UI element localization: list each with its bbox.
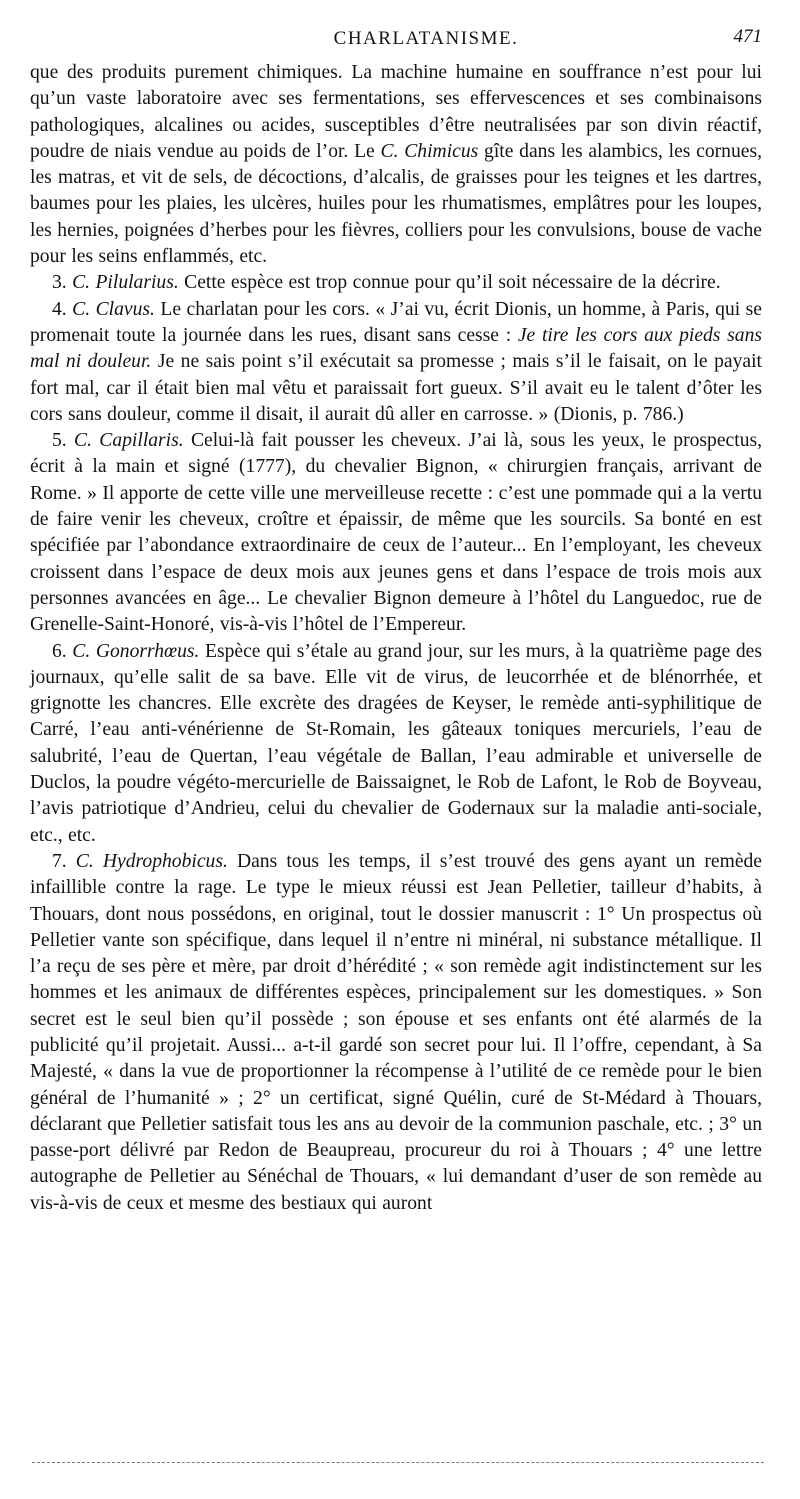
italic-term: C. Hydrophobicus.: [75, 850, 228, 872]
text-run: 6.: [52, 640, 73, 662]
text-run: 3.: [52, 272, 73, 294]
text-run: 7.: [52, 850, 76, 872]
text-run: gîte dans les alambics, les cornues, les matras, et vit de sels, de décoctions, d’alcalis, de graisses pour les teignes et les dartres, baumes pour les plaies, les ulcères, huiles pour les rhumatismes, emplâtres pour les loupes, les hernies, poignées d’herbes pour les fièvres, colliers pour les convulsions, bouse de vache pour les seins enflammés, etc.: [30, 140, 762, 268]
page-bottom-rule: [32, 1462, 764, 1463]
paragraph-chimicus: [30, 60, 762, 270]
text-run: 5.: [52, 430, 74, 452]
text-run: Je ne sais point s’il exécutait sa promesse ; mais s’il le faisait, on le payait fort mal, car il était bien mal vêtu et paraissait fort gueux. S’il avait eu le talent d’ôter les cors sans douleur, comme il disait, il aurait dû aller en carrosse. » (Dionis, p. 786.): [30, 351, 762, 425]
paragraph-clavus: [30, 297, 762, 428]
italic-term: C. Clavus.: [72, 298, 155, 320]
page-number: 471: [733, 26, 762, 47]
text-run: 4.: [52, 298, 73, 320]
paragraph-gonorrhoeus: [30, 639, 762, 849]
text-run: que des produits purement chimiques. La machine humaine en souffrance n’est pour lui qu’un vaste laboratoire avec ses fermentations, ses effervescences et ses combinaisons pathologiques, alcalines ou acides, susceptibles d’être neutralisées par son divin réactif, poudre de niais vendue au poids de l’or. Le: [30, 62, 762, 162]
paragraph-capillaris: [30, 428, 762, 638]
running-header: [30, 26, 762, 60]
body-text: [30, 60, 762, 1217]
running-title: CHARLATANISME.: [333, 28, 519, 49]
text-run: Cette espèce est trop connue pour qu’il soit nécessaire de la décrire.: [178, 272, 721, 294]
text-run: Dans tous les temps, il s’est trouvé des gens ayant un remède infaillible contre la rage. Le type le mieux réussi est Jean Pelletier, tailleur d’habits, à Thouars, dont nous possédons, en original, tout le dossier manuscrit : 1° Un prospectus où Pelletier vante son spécifique, dans lequel il n’entre ni minéral, ni substance métallique. Il l’a reçu de ses père et mère, par droit d’hérédité ; « son remède agit indistinctement sur les hommes et les animaux de différentes espèces, principalement sur les domestiques. » Son secret est le seul bien qu’il possède ; son épouse et ses enfants ont été alarmés de la publicité qu’il projetait. Aussi... a-t-il gardé son secret pour lui. Il l’offre, cependant, à Sa Majesté, « dans la vue de proportionner la récompense à l’utilité de ce remède pour le bien général de l’humanité » ; 2° un certificat, signé Quélin, curé de St-Médard à Thouars, déclarant que Pelletier satisfait tous les ans au devoir de la communion paschale, etc. ; 3° un passe-port délivré par Redon de Beaupreau, procureur du roi à Thouars ; 4° une lettre autographe de Pelletier au Sénéchal de Thouars, « lui demandant d’user de son remède au vis-à-vis de ceux et mesme des bestiaux qui auront: [30, 850, 763, 1214]
italic-term: C. Pilularius.: [72, 272, 179, 294]
document-page: [30, 26, 762, 1217]
text-run: Celui-là fait pousser les cheveux. J’ai là, sous les yeux, le prospectus, écrit à la main et signé (1777), du chevalier Bignon, « chirurgien français, arrivant de Rome. » Il apporte de cette ville une merveilleuse recette : c’est une pommade qui a la vertu de faire venir les cheveux, croître et épaissir, de même que les sourcils. Sa bonté en est spécifiée par l’abondance extraordinaire de ceux de l’auteur... En l’employant, les cheveux croissent dans l’espace de deux mois aux jeunes gens et dans l’espace de trois mois aux personnes avancées en âge... Le chevalier Bignon demeure à l’hôtel du Languedoc, rue de Grenelle-Saint-Honoré, vis-à-vis l’hôtel de l’Empereur.: [30, 430, 763, 636]
paragraph-hydrophobicus: [30, 849, 762, 1217]
italic-term: C. Chimicus: [380, 140, 479, 162]
italic-term: Je tire les cors aux pieds sans mal ni douleur.: [30, 324, 762, 373]
text-run: Le charlatan pour les cors. « J’ai vu, écrit Dionis, un homme, à Paris, qui se promenait toute la journée dans les rues, disant sans cesse :: [30, 298, 762, 346]
italic-term: C. Capillaris.: [74, 430, 184, 452]
italic-term: C. Gonorrhœus.: [72, 640, 200, 662]
text-run: Espèce qui s’étale au grand jour, sur les murs, à la quatrième page des journaux, qu’elle salit de sa bave. Elle vit de virus, de leucorrhée et de blénorrhée, et grignotte les chancres. Elle excrète des dragées de Keyser, le remède anti-syphilitique de Carré, l’eau anti-vénérienne de St-Romain, les gâteaux toniques mercuriels, l’eau de salubrité, l’eau de Quertan, l’eau végétale de Ballan, l’eau admirable et universelle de Duclos, la poudre végéto-mercurielle de Baissaignet, le Rob de Lafont, le Rob de Boyveau, l’avis patriotique d’Andrieu, celui du chevalier de Godernaux sur la maladie anti-sociale, etc., etc.: [30, 640, 762, 846]
paragraph-pilularius: [30, 270, 762, 296]
